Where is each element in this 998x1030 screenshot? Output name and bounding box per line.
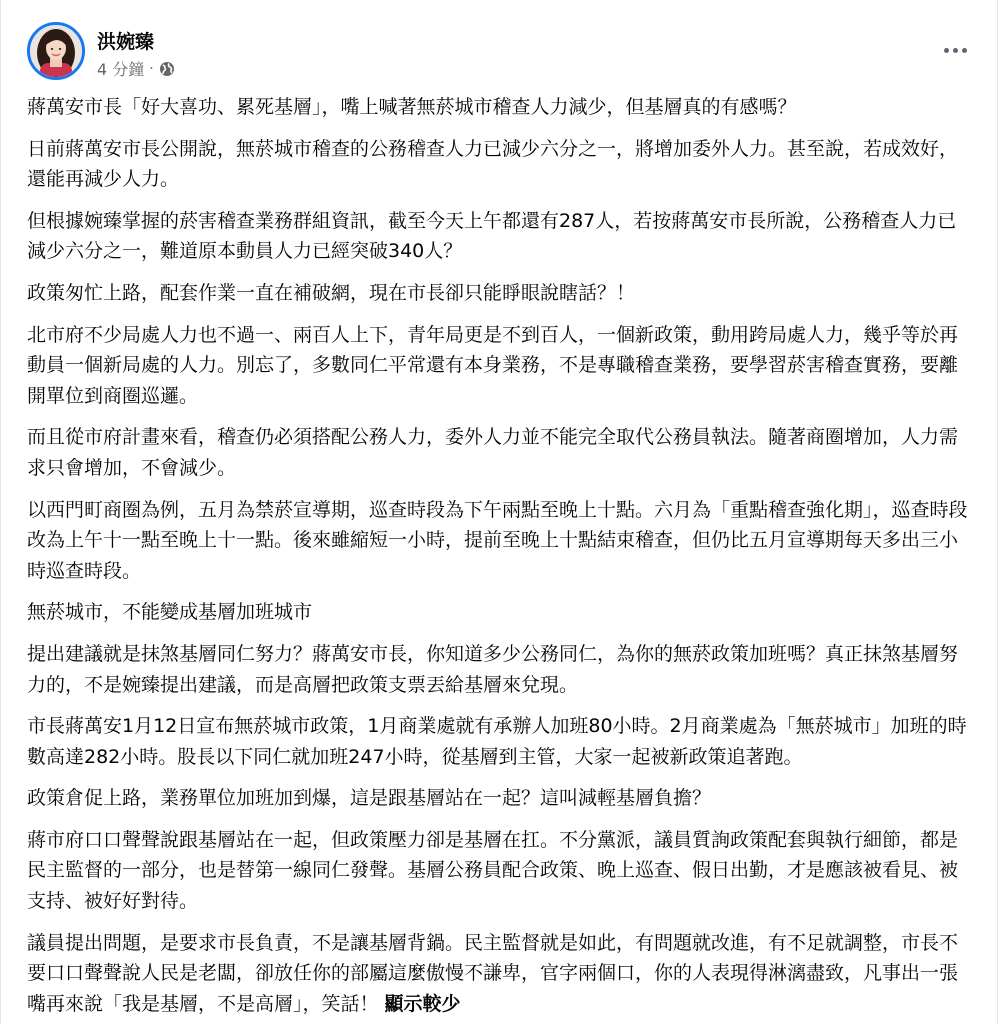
author-name[interactable]: 洪婉臻 [97, 31, 155, 53]
avatar[interactable] [27, 22, 85, 80]
post-paragraph: 無菸城市，不能變成基層加班城市 [27, 601, 313, 624]
post-paragraph: 政策倉促上路，業務單位加班加到爆，這是跟基層站在一起？這叫減輕基層負擔？ [27, 787, 712, 810]
post-paragraph: 市長蔣萬安1月12日宣布無菸城市政策，1月商業處就有承辦人加班80小時。2月商業處為「無菸城市」加班的時數高達282小時。股長以下同仁就加班247小時，從基層到主管，大家一起被新政策追著跑。 [27, 715, 967, 768]
post-paragraph: 提出建議就是抹煞基層同仁努力？蔣萬安市長，你知道多少公務同仁，為你的無菸政策加班嗎？真正抹煞基層努力的，不是婉臻提出建議，而是高層把政策支票丟給基層來兌現。 [27, 642, 959, 696]
post-paragraph: 北市府不少局處人力也不過一、兩百人上下，青年局更是不到百人，一個新政策，動用跨局處人力，幾乎等於再動員一個新局處的人力。別忘了，多數同仁平常還有本身業務，不是專職稽查業務，要學習菸害稽查實務，要離開單位到商圈巡邏。 [27, 323, 959, 407]
post-paragraph: 以西門町商圈為例，五月為禁菸宣導期，巡查時段為下午兩點至晚上十點。六月為「重點稽查強化期」，巡查時段改為上午十一點至晚上十一點。後來雖縮短一小時，提前至晚上十點結束稽查，但仍比五月宣導期每天多出三小時巡查時段。 [27, 498, 968, 582]
post-paragraph: 蔣萬安市長「好大喜功、累死基層」，嘴上喊著無菸城市稽查人力減少，但基層真的有感嗎？ [27, 96, 797, 118]
meta-separator: · [149, 60, 154, 77]
post-paragraph: 而且從市府計畫來看，稽查仍必須搭配公務人力，委外人力並不能完全取代公務員執法。隨著商圈增加，人力需求只會增加，不會減少。 [27, 426, 959, 479]
more-options-icon[interactable] [937, 32, 973, 68]
post-header [27, 22, 973, 84]
post-paragraph-text: 議員提出問題，是要求市長負責，不是讓基層背鍋。民主監督就是如此，有問題就改進，有不足就調整，市長不要口口聲聲說人民是老闆，卻放任你的部屬這麼傲慢不謙卑，官字兩個口，你的人表現得淋漓盡致，凡事出一張嘴再來說「我是基層，不是高層」，笑話！ [27, 931, 959, 1015]
post-paragraph: 日前蔣萬安市長公開說，無菸城市稽查的公務稽查人力已減少六分之一，將增加委外人力。甚至說，若成效好，還能再減少人力。 [27, 137, 959, 191]
post-paragraph: 蔣市府口口聲聲說跟基層站在一起，但政策壓力卻是基層在扛。不分黨派，議員質詢政策配套與執行細節，都是民主監督的一部分，也是替第一線同仁發聲。基層公務員配合政策、晚上巡查、假日出勤，才是應該被看見、被支持、被好好對待。 [27, 828, 959, 913]
post-paragraph: 政策匆忙上路，配套作業一直在補破網，現在市長卻只能睜眼說瞎話？！ [27, 281, 636, 304]
avatar-image [30, 25, 82, 77]
post-paragraph: 但根據婉臻掌握的菸害稽查業務群組資訊，截至今天上午都還有287人，若按蔣萬安市長所說，公務稽查人力已減少六分之一，難道原本動員人力已經突破340人？ [27, 209, 957, 263]
globe-icon[interactable] [159, 61, 175, 77]
post-paragraph-last [27, 928, 975, 1020]
post-body [27, 92, 975, 1030]
post-meta [97, 57, 175, 80]
post-timestamp[interactable]: 4 分鐘 [97, 60, 145, 79]
see-less-link[interactable]: 顯示較少 [384, 992, 461, 1015]
